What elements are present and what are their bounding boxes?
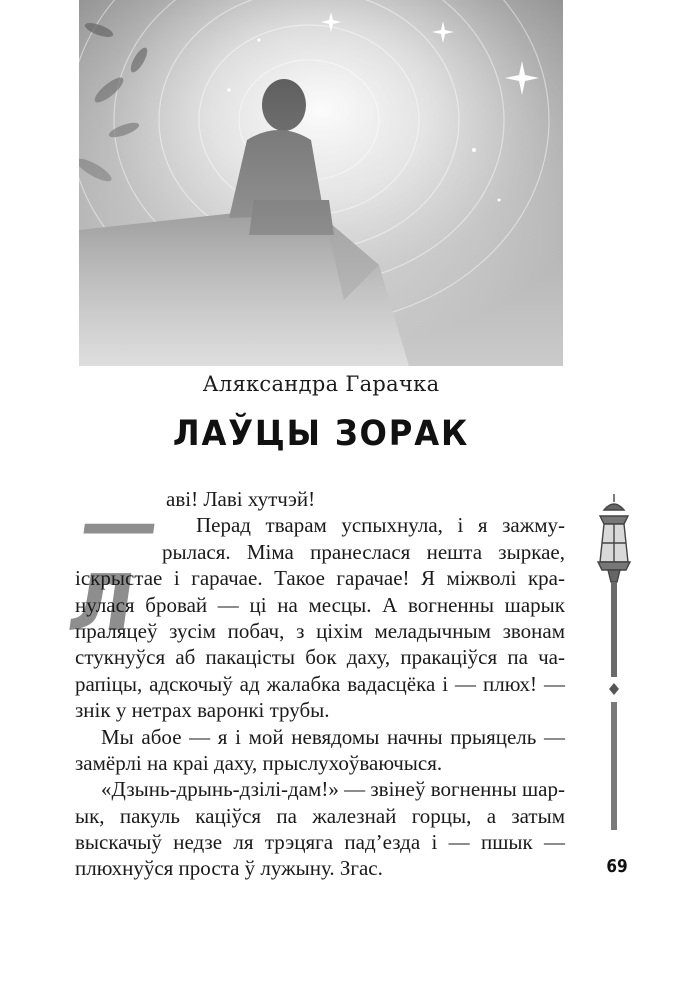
text-line: рапіцы, адскочыў ад жалабка вадасцёка і — плюх! —: [75, 671, 565, 696]
text-line: Перад тварам успыхнула, і я зажму-: [196, 513, 565, 538]
page-number: 69: [606, 856, 628, 877]
text-line: выскачыў недзе ля трэцяга пад’езда і — пшык —: [75, 830, 565, 855]
text-line: рылася. Міма пранеслася нешта зыркае,: [162, 539, 565, 564]
text-line: праляцеў зусім побач, з ціхім меладычным звонам: [75, 618, 565, 643]
text-line: аві! Лаві хутчэй!: [166, 487, 316, 511]
text-line: Мы абое — я і мой невядомы начны прыяцель —: [101, 724, 565, 749]
body-text: [75, 486, 565, 882]
text-line: нулася бровай — ці на месцы. А вогненны шарык: [75, 592, 565, 617]
chapter-illustration: [79, 0, 563, 366]
lantern-icon: [586, 490, 642, 835]
text-line: знік у нетрах варонкі трубы.: [75, 698, 330, 723]
text-line: замёрлі на краі даху, прыслухоўваючыся.: [75, 750, 443, 775]
text-line: ык, пакуль каціўся па жалезнай горцы, а затым: [75, 803, 565, 828]
text-line: іскрыстае і гарачае. Такое гарачае! Я міжволі кра-: [75, 566, 565, 591]
author-name: Аляксандра Гарачка: [202, 372, 440, 396]
story-title: ЛАЎЦЫ ЗОРАК: [172, 414, 470, 454]
text-line: стукнуўся аб пакацісты бок даху, пракаціўся па ча-: [75, 645, 565, 670]
drop-cap-letter: —Л: [63, 479, 161, 649]
text-line: плюхнуўся проста ў лужыну. Згас.: [75, 856, 383, 881]
text-line: «Дзынь-дрынь-дзілі-дам!» — звінеў вогненны шар-: [101, 777, 565, 802]
